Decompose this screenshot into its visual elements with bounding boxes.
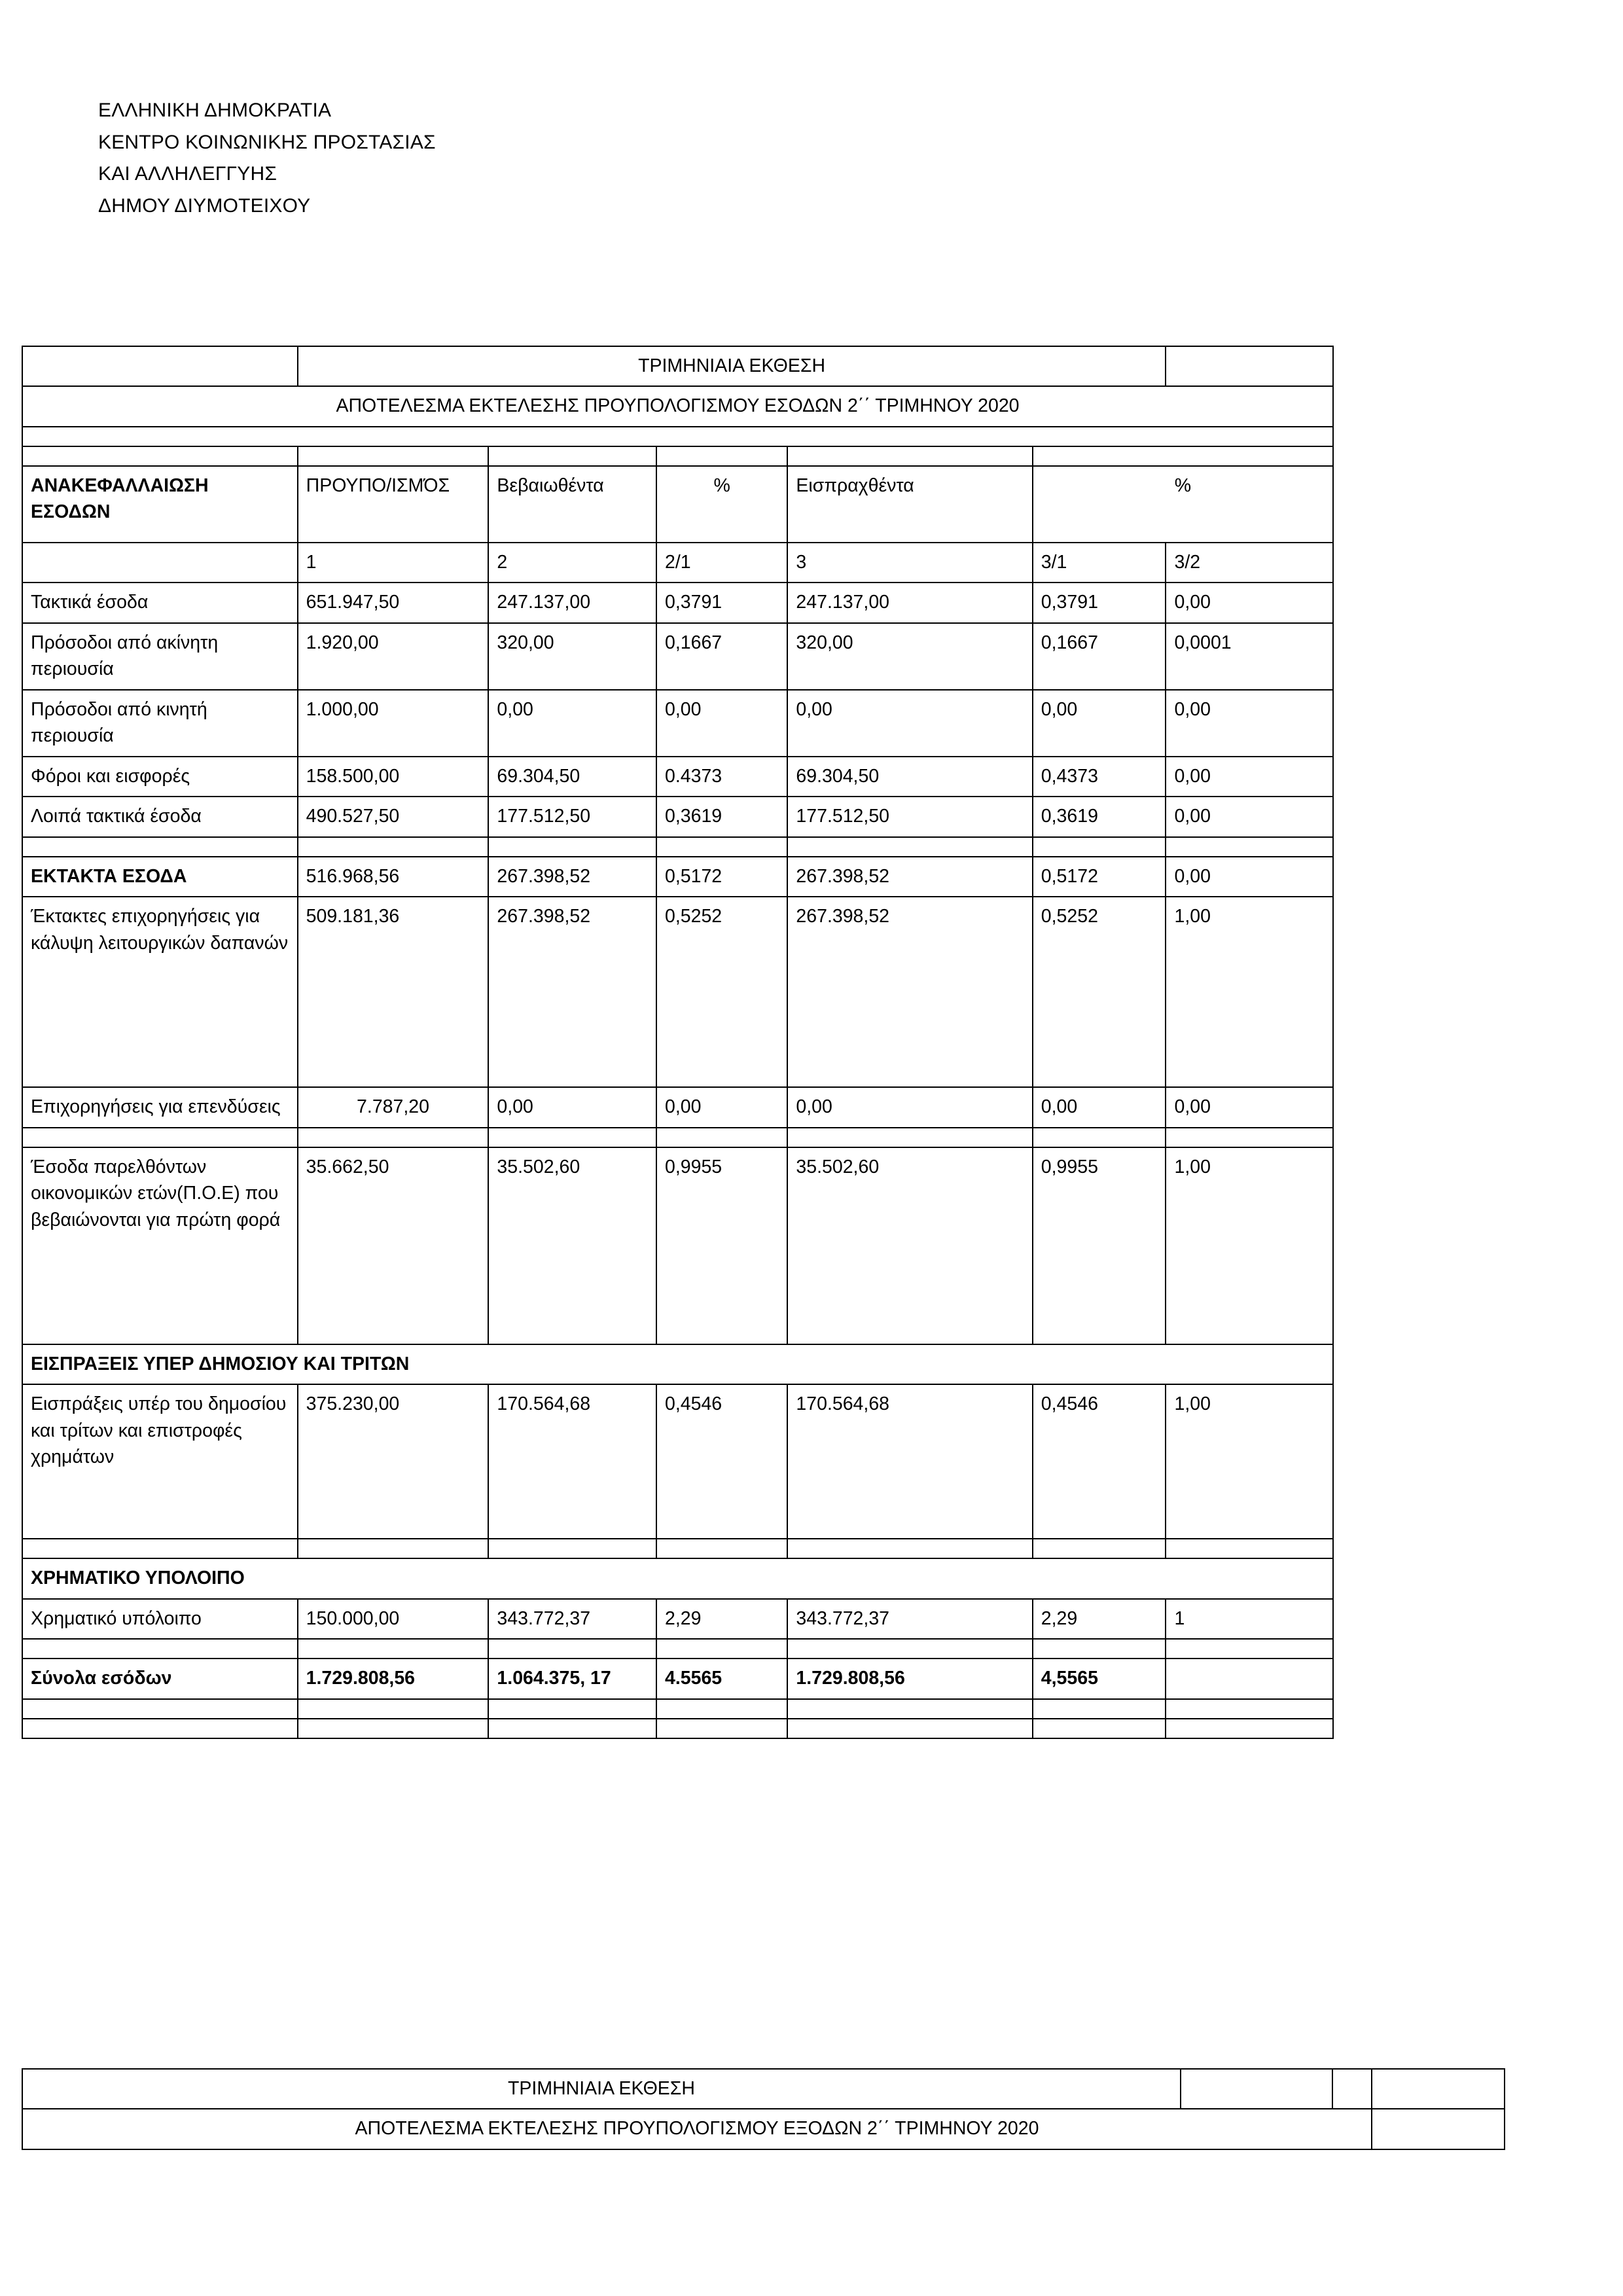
row-collected: 247.137,00 xyxy=(787,583,1032,622)
table-row xyxy=(22,690,1333,757)
spacer-cell xyxy=(22,1719,298,1738)
row-collected: 267.398,52 xyxy=(787,857,1032,897)
row-pct-31: 0,3791 xyxy=(1033,583,1166,622)
row-collected: 69.304,50 xyxy=(787,757,1032,797)
letterhead-line-1: ΕΛΛΗΝΙΚΗ ΔΗΜΟΚΡΑΤΙΑ xyxy=(98,99,332,121)
row-pct-21: 2,29 xyxy=(656,1599,787,1639)
spacer-cell xyxy=(656,1719,787,1738)
letterhead-line-3: ΚΑΙ ΑΛΛΗΛΕΓΓΥΗΣ xyxy=(98,163,277,185)
row-budget: 509.181,36 xyxy=(298,897,489,1087)
row-pct-31: 0,00 xyxy=(1033,690,1166,757)
spacer-cell xyxy=(488,1539,656,1558)
spacer-row xyxy=(22,427,1333,446)
table-header-row xyxy=(22,466,1333,543)
spacer-cell xyxy=(298,837,489,857)
row-pct-31: 0,00 xyxy=(1033,1087,1166,1127)
row-pct-21: 0,00 xyxy=(656,690,787,757)
spacer-cell xyxy=(1033,1719,1166,1738)
report-subtitle: ΑΠΟΤΕΛΕΣΜΑ ΕΚΤΕΛΕΣΗΣ ΠΡΟΥΠΟΛΟΓΙΣΜΟΥ ΕΣΟΔΩΝ 2΄΄ ΤΡΙΜΗΝΟΥ 2020 xyxy=(22,386,1333,426)
spacer-cell xyxy=(1166,1699,1333,1719)
spacer-cell xyxy=(22,1699,298,1719)
spacer-cell xyxy=(1166,1639,1333,1659)
row-pct-21: 0,00 xyxy=(656,1087,787,1127)
row-pct-32: 1,00 xyxy=(1166,897,1333,1087)
spacer-cell xyxy=(656,837,787,857)
spacer-cell xyxy=(656,1639,787,1659)
row-certified: 267.398,52 xyxy=(488,857,656,897)
header-budget: ΠΡΟΥΠΟ/ΙΣΜΌΣ xyxy=(298,466,489,543)
table-row xyxy=(22,757,1333,797)
row-certified: 170.564,68 xyxy=(488,1384,656,1539)
section-header-public-third-party: ΕΙΣΠΡΑΞΕΙΣ ΥΠΕΡ ΔΗΜΟΣΙΟΥ ΚΑΙ ΤΡΙΤΩΝ xyxy=(22,1344,1333,1384)
total-budget: 1.729.808,56 xyxy=(298,1659,489,1698)
spacer-cell xyxy=(488,1128,656,1147)
total-pct-31: 4,5565 xyxy=(1033,1659,1166,1698)
spacer-cell xyxy=(1033,446,1333,466)
section-header-cash-balance: ΧΡΗΜΑΤΙΚΟ ΥΠΟΛΟΙΠΟ xyxy=(22,1558,1333,1598)
row-label: Χρηματικό υπόλοιπο xyxy=(22,1599,298,1639)
row-collected: 0,00 xyxy=(787,690,1032,757)
row-pct-31: 2,29 xyxy=(1033,1599,1166,1639)
spacer-cell xyxy=(1033,1699,1166,1719)
table-row xyxy=(22,1147,1333,1344)
row-label: Φόροι και εισφορές xyxy=(22,757,298,797)
footer-blank-2 xyxy=(1332,2069,1372,2109)
total-collected: 1.729.808,56 xyxy=(787,1659,1032,1698)
row-certified: 267.398,52 xyxy=(488,897,656,1087)
spacer-cell xyxy=(787,1639,1032,1659)
table-row xyxy=(22,1087,1333,1127)
table-row-section xyxy=(22,1558,1333,1598)
row-pct-32: 0,00 xyxy=(1166,583,1333,622)
row-pct-21: 0,3619 xyxy=(656,797,787,836)
row-pct-21: 0,3791 xyxy=(656,583,787,622)
row-pct-31: 0,4546 xyxy=(1033,1384,1166,1539)
row-pct-31: 0,5172 xyxy=(1033,857,1166,897)
numbering-3-1: 3/1 xyxy=(1033,543,1166,583)
spacer-row-segmented xyxy=(22,1539,1333,1558)
total-pct-32 xyxy=(1166,1659,1333,1698)
header-certified: Βεβαιωθέντα xyxy=(488,466,656,543)
row-pct-21: 0,5252 xyxy=(656,897,787,1087)
row-collected: 35.502,60 xyxy=(787,1147,1032,1344)
row-certified: 0,00 xyxy=(488,690,656,757)
spacer-cell xyxy=(298,1128,489,1147)
row-label: Επιχορηγήσεις για επενδύσεις xyxy=(22,1087,298,1127)
row-label: Έκτακτες επιχορηγήσεις για κάλυψη λειτουργικών δαπανών xyxy=(22,897,298,1087)
row-label: Εισπράξεις υπέρ του δημοσίου και τρίτων και επιστροφές χρημάτων xyxy=(22,1384,298,1539)
spacer-cell xyxy=(1033,1128,1166,1147)
header-percent-1: % xyxy=(656,466,787,543)
row-label: Πρόσοδοι από κινητή περιουσία xyxy=(22,690,298,757)
spacer-cell xyxy=(787,837,1032,857)
spacer-cell xyxy=(22,837,298,857)
spacer-row-segmented xyxy=(22,446,1333,466)
row-pct-32: 0,00 xyxy=(1166,757,1333,797)
row-certified: 247.137,00 xyxy=(488,583,656,622)
total-pct-21: 4.5565 xyxy=(656,1659,787,1698)
spacer-cell xyxy=(488,1639,656,1659)
row-budget: 1.920,00 xyxy=(298,623,489,690)
title-left-blank xyxy=(22,346,298,386)
spacer-cell xyxy=(656,1128,787,1147)
spacer-cell xyxy=(787,1719,1032,1738)
spacer-row-segmented xyxy=(22,837,1333,857)
spacer-cell xyxy=(656,1699,787,1719)
row-pct-32: 1 xyxy=(1166,1599,1333,1639)
spacer-cell xyxy=(22,427,1333,446)
spacer-cell xyxy=(22,1539,298,1558)
revenue-report-table xyxy=(22,346,1334,1739)
row-label: Πρόσοδοι από ακίνητη περιουσία xyxy=(22,623,298,690)
header-percent-2: % xyxy=(1033,466,1333,543)
row-budget: 7.787,20 xyxy=(298,1087,489,1127)
spacer-cell xyxy=(1166,1128,1333,1147)
row-certified: 0,00 xyxy=(488,1087,656,1127)
spacer-row-segmented xyxy=(22,1639,1333,1659)
spacer-cell xyxy=(298,1639,489,1659)
row-budget: 1.000,00 xyxy=(298,690,489,757)
spacer-cell xyxy=(22,1128,298,1147)
spacer-cell xyxy=(787,1699,1032,1719)
row-collected: 0,00 xyxy=(787,1087,1032,1127)
row-label: ΕΚΤΑΚΤΑ ΕΣΟΔΑ xyxy=(22,857,298,897)
numbering-3: 3 xyxy=(787,543,1032,583)
row-pct-32: 1,00 xyxy=(1166,1147,1333,1344)
total-certified: 1.064.375, 17 xyxy=(488,1659,656,1698)
table-title-row xyxy=(22,346,1333,386)
row-pct-32: 0,00 xyxy=(1166,857,1333,897)
spacer-cell xyxy=(488,1719,656,1738)
row-pct-31: 0,4373 xyxy=(1033,757,1166,797)
row-pct-21: 0,1667 xyxy=(656,623,787,690)
total-label: Σύνολα εσόδων xyxy=(22,1659,298,1698)
spacer-cell xyxy=(787,1539,1032,1558)
row-pct-31: 0,9955 xyxy=(1033,1147,1166,1344)
row-certified: 343.772,37 xyxy=(488,1599,656,1639)
spacer-cell xyxy=(298,446,489,466)
header-collected: Εισπραχθέντα xyxy=(787,466,1032,543)
row-pct-21: 0,9955 xyxy=(656,1147,787,1344)
footer-blank-4 xyxy=(1372,2109,1505,2149)
table-row-section xyxy=(22,1344,1333,1384)
row-budget: 150.000,00 xyxy=(298,1599,489,1639)
row-budget: 516.968,56 xyxy=(298,857,489,897)
numbering-1: 1 xyxy=(298,543,489,583)
row-budget: 651.947,50 xyxy=(298,583,489,622)
expenses-report-footer-table xyxy=(22,2068,1505,2150)
row-collected: 267.398,52 xyxy=(787,897,1032,1087)
spacer-cell xyxy=(298,1719,489,1738)
footer-subtitle: ΑΠΟΤΕΛΕΣΜΑ ΕΚΤΕΛΕΣΗΣ ΠΡΟΥΠΟΛΟΓΙΣΜΟΥ ΕΞΟΔΩΝ 2΄΄ ΤΡΙΜΗΝΟΥ 2020 xyxy=(22,2109,1372,2149)
spacer-cell xyxy=(787,1128,1032,1147)
spacer-cell xyxy=(22,1639,298,1659)
table-subtitle-row xyxy=(22,386,1333,426)
row-label: Έσοδα παρελθόντων οικονομικών ετών(Π.Ο.Ε) που βεβαιώνονται για πρώτη φορά xyxy=(22,1147,298,1344)
report-title: ΤΡΙΜΗΝΙΑΙΑ ΕΚΘΕΣΗ xyxy=(298,346,1166,386)
spacer-row-segmented xyxy=(22,1699,1333,1719)
spacer-cell xyxy=(787,446,1032,466)
spacer-cell xyxy=(656,1539,787,1558)
row-pct-32: 0,00 xyxy=(1166,797,1333,836)
numbering-2-1: 2/1 xyxy=(656,543,787,583)
spacer-cell xyxy=(1166,1719,1333,1738)
letterhead-line-2: ΚΕΝΤΡΟ ΚΟΙΝΩΝΙΚΗΣ ΠΡΟΣΤΑΣΙΑΣ xyxy=(98,131,436,153)
row-pct-31: 0,5252 xyxy=(1033,897,1166,1087)
row-budget: 35.662,50 xyxy=(298,1147,489,1344)
spacer-cell xyxy=(1033,1639,1166,1659)
row-pct-21: 0.4373 xyxy=(656,757,787,797)
spacer-row-segmented xyxy=(22,1128,1333,1147)
row-label: Λοιπά τακτικά έσοδα xyxy=(22,797,298,836)
table-row xyxy=(22,797,1333,836)
letterhead-line-4: ΔΗΜΟΥ ΔΙΥΜΟΤΕΙΧΟΥ xyxy=(98,194,311,217)
table-row-total xyxy=(22,1659,1333,1698)
row-certified: 177.512,50 xyxy=(488,797,656,836)
footer-title-row xyxy=(22,2069,1505,2109)
row-collected: 177.512,50 xyxy=(787,797,1032,836)
numbering-3-2: 3/2 xyxy=(1166,543,1333,583)
row-pct-31: 0,1667 xyxy=(1033,623,1166,690)
spacer-cell xyxy=(656,446,787,466)
row-budget: 158.500,00 xyxy=(298,757,489,797)
row-collected: 170.564,68 xyxy=(787,1384,1032,1539)
row-pct-32: 0,00 xyxy=(1166,1087,1333,1127)
spacer-cell xyxy=(298,1539,489,1558)
spacer-cell xyxy=(488,837,656,857)
spacer-cell xyxy=(22,446,298,466)
row-certified: 69.304,50 xyxy=(488,757,656,797)
table-row xyxy=(22,623,1333,690)
spacer-cell xyxy=(488,1699,656,1719)
row-pct-21: 0,5172 xyxy=(656,857,787,897)
row-certified: 320,00 xyxy=(488,623,656,690)
row-pct-32: 0,0001 xyxy=(1166,623,1333,690)
spacer-row-segmented xyxy=(22,1719,1333,1738)
table-numbering-row xyxy=(22,543,1333,583)
header-category: ΑΝΑΚΕΦΑΛΛΑΙΩΣΗ ΕΣΟΔΩΝ xyxy=(22,466,298,543)
table-row xyxy=(22,897,1333,1087)
footer-subtitle-row xyxy=(22,2109,1505,2149)
spacer-cell xyxy=(1033,837,1166,857)
row-budget: 490.527,50 xyxy=(298,797,489,836)
table-row xyxy=(22,583,1333,622)
spacer-cell xyxy=(1166,1539,1333,1558)
spacer-cell xyxy=(1166,837,1333,857)
letterhead xyxy=(98,95,436,222)
footer-title: ΤΡΙΜΗΝΙΑΙΑ ΕΚΘΕΣΗ xyxy=(22,2069,1181,2109)
numbering-blank xyxy=(22,543,298,583)
row-collected: 343.772,37 xyxy=(787,1599,1032,1639)
table-row xyxy=(22,1599,1333,1639)
spacer-cell xyxy=(298,1699,489,1719)
row-certified: 35.502,60 xyxy=(488,1147,656,1344)
spacer-cell xyxy=(1033,1539,1166,1558)
row-pct-21: 0,4546 xyxy=(656,1384,787,1539)
numbering-2: 2 xyxy=(488,543,656,583)
footer-blank-3 xyxy=(1372,2069,1505,2109)
footer-blank-1 xyxy=(1181,2069,1332,2109)
row-budget: 375.230,00 xyxy=(298,1384,489,1539)
table-row-section xyxy=(22,857,1333,897)
row-pct-32: 0,00 xyxy=(1166,690,1333,757)
row-pct-32: 1,00 xyxy=(1166,1384,1333,1539)
spacer-cell xyxy=(488,446,656,466)
title-right-blank xyxy=(1166,346,1333,386)
row-collected: 320,00 xyxy=(787,623,1032,690)
table-row xyxy=(22,1384,1333,1539)
row-label: Τακτικά έσοδα xyxy=(22,583,298,622)
row-pct-31: 0,3619 xyxy=(1033,797,1166,836)
